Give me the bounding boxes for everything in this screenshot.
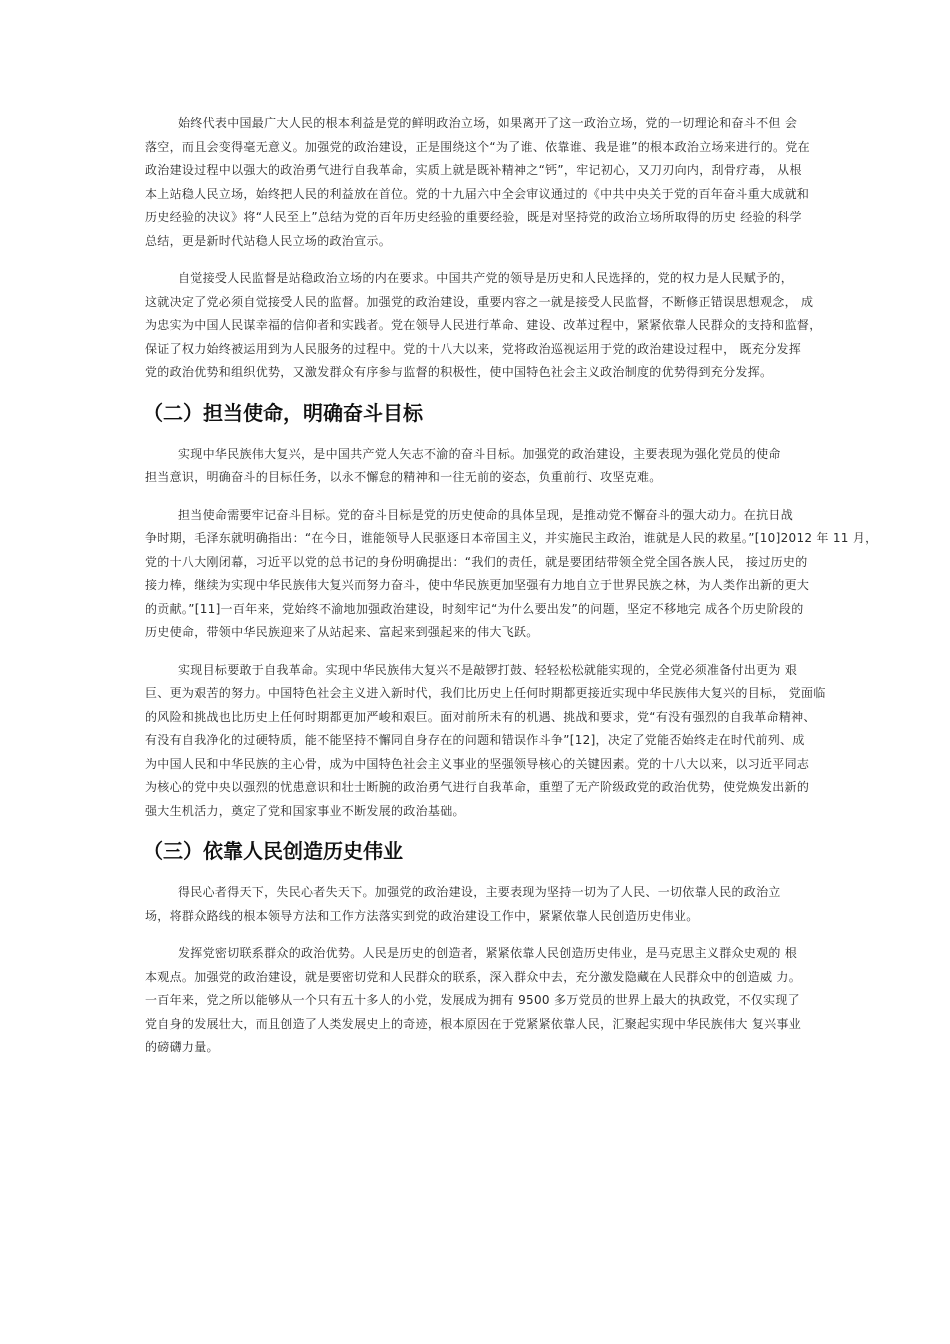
paragraph <box>145 443 813 490</box>
paragraph <box>145 881 813 928</box>
paragraph <box>145 942 813 1060</box>
paragraph-line: 本观点。加强党的政治建设，就是要密切党和人民群众的联系，深入群众中去，充分激发隐藏在人民群众中的创造威 力。 <box>145 969 802 984</box>
paragraph-line: 党的十八大刚闭幕，习近平以党的总书记的身份明确提出：“我们的责任，就是要团结带领全党全国各族人民， 接过历史的 <box>145 554 808 569</box>
paragraph-line: 得民心者得天下，失民心者失天下。加强党的政治建设，主要表现为坚持一切为了人民、一切依靠人民的政治立 <box>178 885 781 899</box>
paragraph-line: 实现目标要敢于自我革命。实现中华民族伟大复兴不是敲锣打鼓、轻轻松松就能实现的，全党必须准备付出更为 艰 <box>178 662 798 677</box>
paragraph-line: 为忠实为中国人民谋幸福的信仰者和实践者。党在领导人民进行革命、建设、改革过程中，紧紧依靠人民群众的支持和监督， <box>145 318 822 332</box>
paragraph-line: 落空，而且会变得毫无意义。加强党的政治建设，正是围绕这个“为了谁、依靠谁、我是谁”的根本政治立场来进行的。党在 <box>145 139 810 154</box>
paragraph-line: 一百年来，党之所以能够从一个只有五十多人的小党，发展成为拥有 9500 多万党员的世界上最大的执政党，不仅实现了 <box>145 993 800 1007</box>
paragraph-line: 政治建设过程中以强大的政治勇气进行自我革命，实质上就是既补精神之“钙”，牢记初心，又刀刃向内，刮骨疗毒， 从根 <box>145 163 802 177</box>
paragraph-line: 本上站稳人民立场，始终把人民的利益放在首位。党的十九届六中全会审议通过的《中共中央关于党的百年奋斗重大成就和 <box>145 186 810 201</box>
paragraph-line: 场，将群众路线的根本领导方法和工作方法落实到党的政治建设工作中，紧紧依靠人民创造历史伟业。 <box>145 908 699 923</box>
paragraph-line: 党的政治优势和组织优势，又激发群众有序参与监督的积极性，使中国特色社会主义政治制度的优势得到充分发挥。 <box>145 365 773 379</box>
paragraph <box>145 267 822 385</box>
paragraph <box>145 504 878 645</box>
paragraph-line: 自觉接受人民监督是站稳政治立场的内在要求。中国共产党的领导是历史和人民选择的，党的权力是人民赋予的， <box>178 271 794 285</box>
paragraph-line: 有没有自我净化的过硬特质，能不能坚持不懈同自身存在的问题和错误作斗争”[12]，决定了党能否始终走在时代前列、成 <box>145 733 805 747</box>
paragraph-line: 为核心的党中央以强烈的忧患意识和壮士断腕的政治勇气进行自我革命，重塑了无产阶级政党的政治优势，使党焕发出新的 <box>145 780 810 794</box>
paragraph-line: 为中国人民和中华民族的主心骨，成为中国特色社会主义事业的坚强领导核心的关键因素。党的十八大以来，以习近平同志 <box>145 756 810 771</box>
paragraph-line: 历史经验的决议》将“人民至上”总结为党的百年历史经验的重要经验，既是对坚持党的政治立场所取得的历史 经验的科学 <box>145 210 802 224</box>
paragraph <box>145 659 826 824</box>
paragraph-line: 的贡献。”[11]一百年来，党始终不渝地加强政治建设，时刻牢记“为什么要出发”的问题，坚定不移地完 成各个历史阶段的 <box>145 601 804 616</box>
paragraph-line: 巨、更为艰苦的努力。中国特色社会主义进入新时代，我们比历史上任何时期都更接近实现中华民族伟大复兴的目标， 党面临 <box>145 686 826 700</box>
paragraph-line: 总结，更是新时代站稳人民立场的政治宣示。 <box>145 233 392 248</box>
paragraph-line: 担当使命需要牢记奋斗目标。党的奋斗目标是党的历史使命的具体呈现，是推动党不懈奋斗的强大动力。在抗日战 <box>178 507 794 522</box>
paragraph-line: 争时期，毛泽东就明确指出：“在今日，谁能领导人民驱逐日本帝国主义，并实施民主政治，谁就是人民的救星。”[10]2012 年 11 月， <box>145 531 878 545</box>
paragraph-line: 强大生机活力，奠定了党和国家事业不断发展的政治基础。 <box>145 803 465 818</box>
paragraph-line: 接力棒，继续为实现中华民族伟大复兴而努力奋斗，使中华民族更加坚强有力地自立于世界民族之林，为人类作出新的更大 <box>145 578 810 592</box>
section-heading: （二）担当使命，明确奋斗目标 <box>143 400 423 425</box>
paragraph-line: 的风险和挑战也比历史上任何时期都更加严峻和艰巨。面对前所未有的机遇、挑战和要求，党“有没有强烈的自我革命精神、 <box>145 709 816 724</box>
paragraph-line: 发挥党密切联系群众的政治优势。人民是历史的创造者，紧紧依靠人民创造历史伟业，是马克思主义群众史观的 根 <box>178 946 798 960</box>
paragraph-line: 担当意识，明确奋斗的目标任务，以永不懈怠的精神和一往无前的姿态，负重前行、攻坚克难。 <box>145 470 662 484</box>
paragraph-line: 实现中华民族伟大复兴，是中国共产党人矢志不渝的奋斗目标。加强党的政治建设，主要表现为强化党员的使命 <box>178 446 781 461</box>
section-heading: （三）依靠人民创造历史伟业 <box>143 839 403 863</box>
paragraph-line: 的磅礴力量。 <box>145 1040 219 1054</box>
paragraph-line: 始终代表中国最广大人民的根本利益是党的鲜明政治立场，如果离开了这一政治立场，党的一切理论和奋斗不但 会 <box>178 116 798 130</box>
document-body <box>143 112 878 1074</box>
paragraph-line: 历史使命，带领中华民族迎来了从站起来、富起来到强起来的伟大飞跃。 <box>145 625 539 639</box>
paragraph-line: 党自身的发展壮大，而且创造了人类发展史上的奇迹，根本原因在于党紧紧依靠人民，汇聚起实现中华民族伟大 复兴事业 <box>145 1016 802 1031</box>
paragraph <box>145 112 813 253</box>
paragraph-line: 保证了权力始终被运用到为人民服务的过程中。党的十八大以来，党将政治巡视运用于党的政治建设过程中， 既充分发挥 <box>145 341 802 356</box>
paragraph-line: 这就决定了党必须自觉接受人民的监督。加强党的政治建设，重要内容之一就是接受人民监督，不断修正错误思想观念， 成 <box>145 294 814 309</box>
